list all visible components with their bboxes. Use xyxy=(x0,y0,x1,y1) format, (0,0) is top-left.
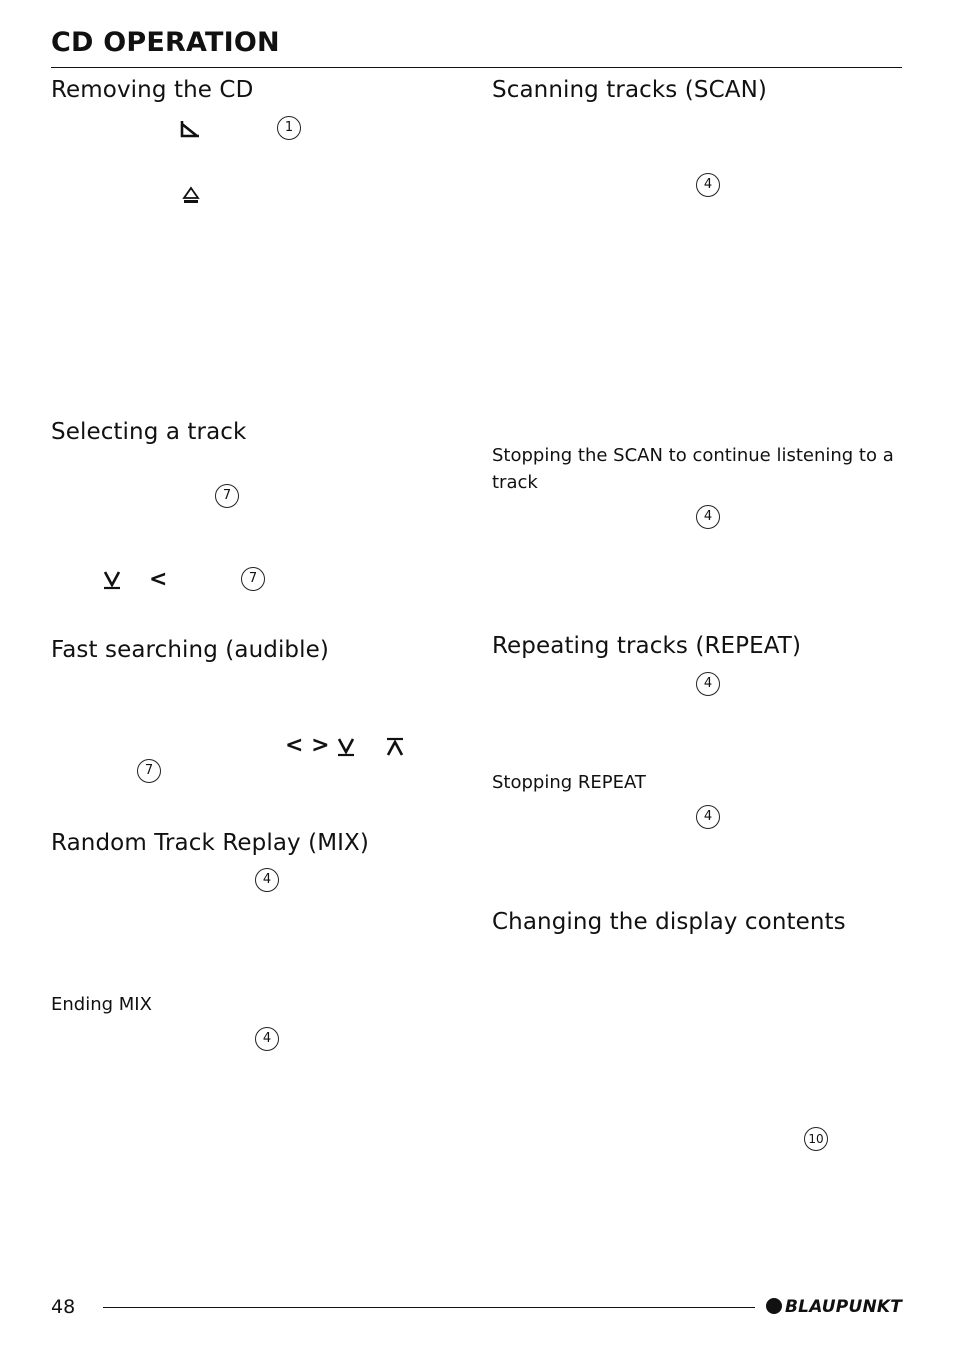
brand-logo xyxy=(766,1297,902,1317)
ref-circle: 4 xyxy=(696,173,720,197)
open-flap-icon xyxy=(179,119,201,144)
ref-circle: 4 xyxy=(696,805,720,829)
heading-removing-cd: Removing the CD xyxy=(51,77,254,103)
heading-selecting-track: Selecting a track xyxy=(51,419,247,445)
heading-repeat: Repeating tracks (REPEAT) xyxy=(492,633,802,659)
left-arrow-icon: < xyxy=(149,567,168,592)
footer-divider xyxy=(103,1307,755,1308)
ref-circle: 4 xyxy=(696,672,720,696)
subheading-stop-scan: Stopping the SCAN to continue listening to a track xyxy=(492,445,894,493)
left-right-arrows-icon: < > xyxy=(285,733,330,758)
ref-circle: 7 xyxy=(241,567,265,591)
ref-circle: 7 xyxy=(137,759,161,783)
heading-mix: Random Track Replay (MIX) xyxy=(51,830,369,856)
ref-circle: 4 xyxy=(255,868,279,892)
ref-circle: 7 xyxy=(215,484,239,508)
ref-circle: 4 xyxy=(255,1027,279,1051)
subheading-stop-repeat: Stopping REPEAT xyxy=(492,772,646,793)
ref-circle: 4 xyxy=(696,505,720,529)
down-arrow-icon xyxy=(337,737,355,762)
subheading-ending-mix: Ending MIX xyxy=(51,994,152,1015)
page-number: 48 xyxy=(51,1296,76,1318)
brand-name: BLAUPUNKT xyxy=(785,1297,903,1317)
page-title: CD OPERATION xyxy=(51,27,280,58)
eject-icon xyxy=(181,186,201,211)
heading-display-contents: Changing the display contents xyxy=(492,909,846,935)
down-arrow-icon xyxy=(103,570,121,595)
ref-circle: 10 xyxy=(804,1127,828,1151)
logo-dot-icon xyxy=(766,1298,782,1314)
title-divider xyxy=(51,67,902,68)
up-arrow-icon xyxy=(386,737,404,762)
heading-fast-search: Fast searching (audible) xyxy=(51,637,329,663)
ref-circle: 1 xyxy=(277,116,301,140)
heading-scan: Scanning tracks (SCAN) xyxy=(492,77,767,103)
